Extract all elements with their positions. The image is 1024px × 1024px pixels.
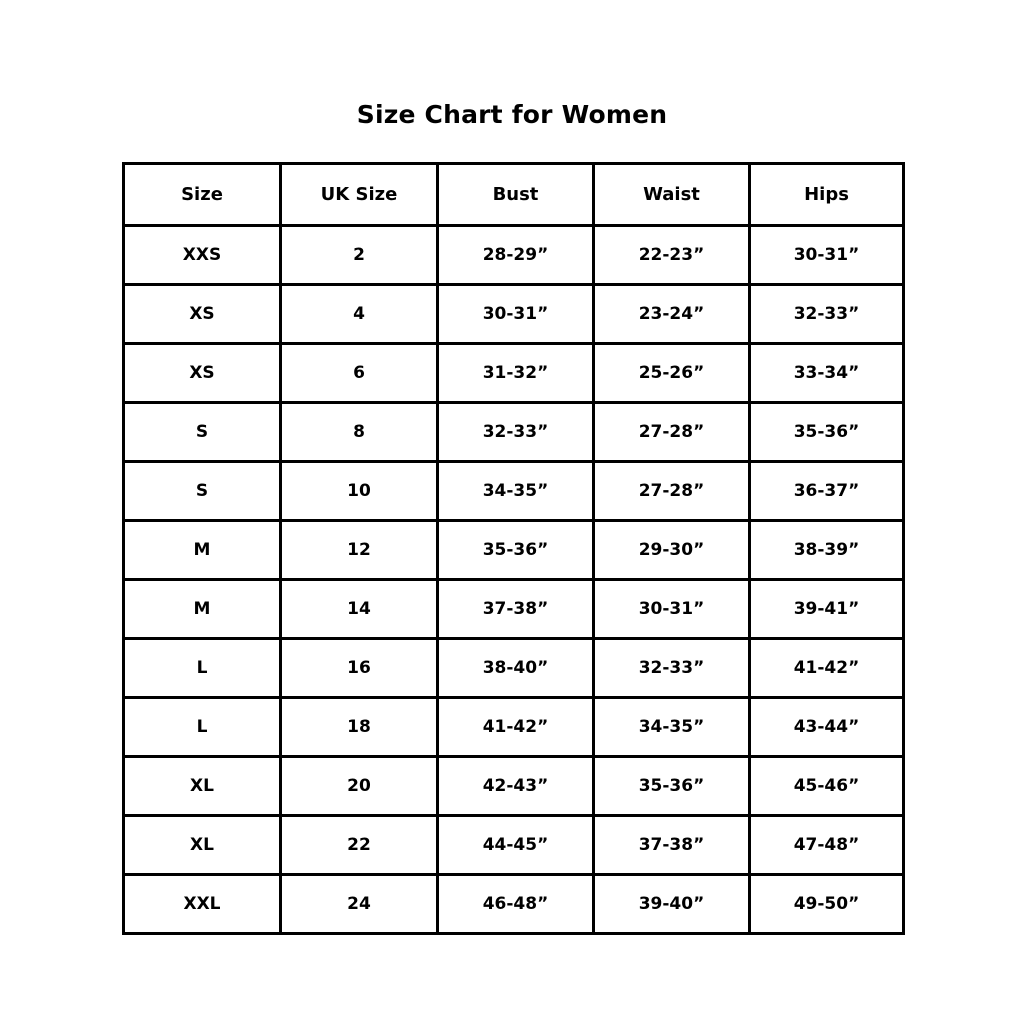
cell-waist: 39-40”: [594, 875, 750, 934]
cell-bust: 41-42”: [438, 698, 594, 757]
cell-uk-size: 6: [281, 344, 438, 403]
cell-size: XS: [124, 285, 281, 344]
table-row: [124, 403, 904, 462]
cell-waist: 27-28”: [594, 403, 750, 462]
table-row: [124, 639, 904, 698]
cell-size: S: [124, 462, 281, 521]
table-row: [124, 875, 904, 934]
cell-uk-size: 8: [281, 403, 438, 462]
cell-size: XL: [124, 757, 281, 816]
cell-bust: 31-32”: [438, 344, 594, 403]
cell-bust: 34-35”: [438, 462, 594, 521]
column-header-bust: Bust: [438, 164, 594, 226]
cell-hips: 33-34”: [750, 344, 904, 403]
cell-size: L: [124, 698, 281, 757]
cell-uk-size: 2: [281, 226, 438, 285]
cell-uk-size: 10: [281, 462, 438, 521]
cell-hips: 41-42”: [750, 639, 904, 698]
table-body: [124, 226, 904, 934]
cell-bust: 28-29”: [438, 226, 594, 285]
cell-waist: 34-35”: [594, 698, 750, 757]
cell-bust: 46-48”: [438, 875, 594, 934]
cell-bust: 35-36”: [438, 521, 594, 580]
cell-hips: 30-31”: [750, 226, 904, 285]
cell-waist: 22-23”: [594, 226, 750, 285]
cell-hips: 38-39”: [750, 521, 904, 580]
cell-size: XXS: [124, 226, 281, 285]
cell-uk-size: 18: [281, 698, 438, 757]
cell-size: M: [124, 580, 281, 639]
table-row: [124, 698, 904, 757]
cell-bust: 37-38”: [438, 580, 594, 639]
cell-hips: 45-46”: [750, 757, 904, 816]
cell-waist: 25-26”: [594, 344, 750, 403]
size-chart-table: [122, 162, 905, 935]
table-row: [124, 285, 904, 344]
cell-waist: 35-36”: [594, 757, 750, 816]
table-row: [124, 816, 904, 875]
table-row: [124, 462, 904, 521]
cell-hips: 36-37”: [750, 462, 904, 521]
cell-uk-size: 22: [281, 816, 438, 875]
cell-uk-size: 24: [281, 875, 438, 934]
cell-hips: 47-48”: [750, 816, 904, 875]
cell-uk-size: 16: [281, 639, 438, 698]
table-row: [124, 521, 904, 580]
cell-hips: 32-33”: [750, 285, 904, 344]
cell-uk-size: 12: [281, 521, 438, 580]
cell-bust: 32-33”: [438, 403, 594, 462]
cell-size: XS: [124, 344, 281, 403]
cell-bust: 30-31”: [438, 285, 594, 344]
cell-uk-size: 20: [281, 757, 438, 816]
cell-waist: 32-33”: [594, 639, 750, 698]
table-row: [124, 344, 904, 403]
table-row: [124, 226, 904, 285]
column-header-size: Size: [124, 164, 281, 226]
cell-waist: 37-38”: [594, 816, 750, 875]
cell-size: XXL: [124, 875, 281, 934]
size-chart-table-wrapper: [122, 162, 902, 935]
cell-bust: 38-40”: [438, 639, 594, 698]
cell-size: M: [124, 521, 281, 580]
cell-hips: 39-41”: [750, 580, 904, 639]
table-header: [124, 164, 904, 226]
column-header-uk-size: UK Size: [281, 164, 438, 226]
table-header-row: [124, 164, 904, 226]
cell-uk-size: 4: [281, 285, 438, 344]
cell-size: XL: [124, 816, 281, 875]
column-header-waist: Waist: [594, 164, 750, 226]
cell-hips: 49-50”: [750, 875, 904, 934]
table-row: [124, 580, 904, 639]
cell-uk-size: 14: [281, 580, 438, 639]
cell-size: S: [124, 403, 281, 462]
cell-hips: 43-44”: [750, 698, 904, 757]
cell-hips: 35-36”: [750, 403, 904, 462]
cell-bust: 42-43”: [438, 757, 594, 816]
cell-waist: 23-24”: [594, 285, 750, 344]
table-row: [124, 757, 904, 816]
cell-waist: 30-31”: [594, 580, 750, 639]
page-title: Size Chart for Women: [356, 100, 668, 129]
cell-size: L: [124, 639, 281, 698]
cell-bust: 44-45”: [438, 816, 594, 875]
cell-waist: 27-28”: [594, 462, 750, 521]
column-header-hips: Hips: [750, 164, 904, 226]
cell-waist: 29-30”: [594, 521, 750, 580]
